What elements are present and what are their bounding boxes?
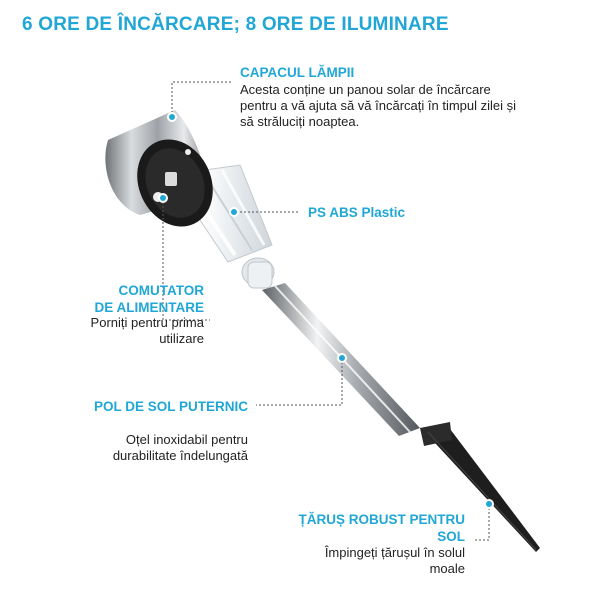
ground-stake-desc-line-2: moale (429, 561, 465, 576)
lamp-cap-desc-line-2: pentru a vă ajuta să vă încărcați în timpul zilei și (240, 98, 517, 113)
ground-pole-heading: POL DE SOL PUTERNIC (93, 399, 248, 414)
ground-pole-desc-line-2: durabilitate îndelungată (112, 448, 248, 463)
callout-lines (163, 82, 489, 540)
ground-pole-description (40, 432, 248, 464)
power-switch-description (40, 315, 204, 347)
lamp-cap-desc-line-1: Acesta conține un panou solar de încărcare (240, 82, 491, 97)
lamp-cap-description (240, 82, 516, 130)
ground-stake-desc-line-1: Împingeți țărușul în solul (324, 545, 465, 560)
ground-stake-heading (280, 511, 465, 545)
ground-stake-description (280, 545, 465, 577)
ground-stake-heading-line-1: ȚĂRUȘ ROBUST PENTRU (298, 512, 465, 527)
power-switch-heading-line-2: DE ALIMENTARE (94, 300, 204, 315)
page-title: 6 ORE DE ÎNCĂRCARE; 8 ORE DE ILUMINARE (22, 14, 449, 35)
power-switch-heading (60, 282, 204, 316)
power-switch-desc-line-2: utilizare (159, 331, 204, 346)
ground-stake-heading-line-2: SOL (437, 529, 465, 544)
plastic-heading: PS ABS Plastic (308, 205, 406, 220)
ground-pole-desc-line-1: Oțel inoxidabil pentru (125, 432, 248, 447)
lamp-cap-heading: CAPACUL LĂMPII (240, 65, 355, 80)
power-switch-heading-line-1: COMUTATOR (118, 283, 204, 298)
power-switch-desc-line-1: Porniți pentru prima (90, 315, 204, 330)
lamp-cap-desc-line-3: să străluciți noaptea. (240, 114, 360, 129)
